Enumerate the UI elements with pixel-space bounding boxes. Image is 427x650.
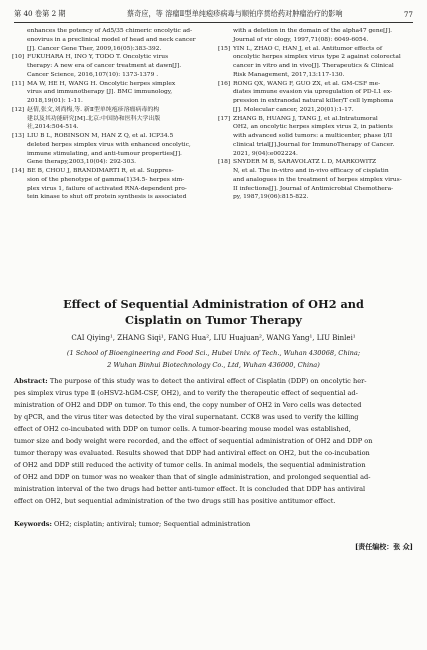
reference-line (12, 106, 209, 115)
affiliation-line: (1 School of Bioengineering and Food Sci., Hubei Univ. of Tech., Wuhan 430068, China; (66, 349, 361, 357)
abstract-text: tumor size and body weight were recorded, and the effect of sequential administration of OH2 and DDP on (14, 437, 373, 445)
reference-text: 建以及其功能研究[M].北京:中国协和医科大学出版 (27, 114, 161, 122)
reference-line (12, 115, 209, 124)
abstract-label: Abstract: (14, 377, 48, 385)
abstract-line (14, 375, 413, 387)
reference-number: [16] (218, 79, 231, 87)
reference-line (12, 71, 209, 80)
reference-entry (218, 27, 415, 45)
reference-text: YIN L, ZHAO C, HAN J, et al. Antitumor effects of (233, 44, 383, 52)
reference-text: py, 1987,19(06):815-822. (233, 193, 309, 201)
journal-volume: 第 40 卷第 2 期 (14, 9, 66, 18)
reference-text: 2018,19(01): 1-11. (27, 97, 83, 104)
reference-line (218, 167, 415, 176)
reference-text: OH2, an oncolytic herpes simplex virus 2, in patients (233, 123, 393, 131)
abstract-text: effect on OH2, but sequential administration of the two drugs still has positive antitumor effect. (14, 497, 336, 505)
abstract-line (14, 399, 413, 411)
reference-text: MA W, HE H, WANG H. Oncolytic herpes simplex (27, 79, 176, 87)
reference-text: 社,2014:504-514. (27, 123, 79, 131)
reference-line (12, 158, 209, 167)
reference-line (218, 71, 415, 80)
reference-entry (12, 167, 209, 202)
reference-number: [10] (12, 53, 25, 61)
abstract-line (14, 435, 413, 447)
abstract-line (14, 459, 413, 471)
reference-line (218, 97, 415, 106)
reference-line (12, 62, 209, 71)
reference-text: [J]. Cancer Gene Ther, 2009,16(05):383-392. (27, 44, 162, 52)
reference-text: RONG QX, WANG F, GUO ZX, et al. GM-CSF me- (233, 79, 381, 87)
reference-text: sion of the phenotype of gamma(1)34.5- herpes sim- (27, 175, 185, 183)
abstract-line (14, 387, 413, 399)
reference-entry (218, 158, 415, 202)
abstract (14, 375, 413, 507)
abstract-line (14, 423, 413, 435)
reference-line (218, 150, 415, 159)
reference-number: [17] (218, 114, 231, 122)
reference-line (218, 62, 415, 71)
abstract-text: effect of OH2 co-incubated with DDP on tumor cells. A tumor-bearing mouse model was established, (14, 425, 351, 433)
abstract-text: tumor therapy was evaluated. Results showed that DDP had antiviral effect on OH2, but the co-incubation (14, 449, 370, 457)
reference-text: plex virus 1, failure of activated RNA-dependent pro- (27, 184, 187, 192)
affiliations (0, 347, 427, 371)
reference-text: cancer in vitro and in vivo[J]. Therapeutics & Clinical (233, 62, 394, 69)
reference-line (12, 88, 209, 97)
reference-line (12, 36, 209, 45)
reference-number: [12] (12, 105, 25, 113)
reference-number: [15] (218, 44, 231, 52)
reference-text: tein kinase to shut off protein synthesis is associated (27, 193, 187, 201)
reference-text: LIU B L, ROBINSON M, HAN Z Q, et al. ICP34.5 (27, 132, 174, 139)
running-title: 蔡奇应，等 溶瘤Ⅱ型单纯疱疹病毒与顺铂序贯给药对肿瘤治疗的影响 (126, 9, 343, 18)
keywords (14, 520, 250, 528)
reference-text: FUKUHARA H, INO Y, TODO T. Oncolytic virus (27, 53, 169, 61)
reference-line (12, 150, 209, 159)
reference-entry (218, 80, 415, 115)
reference-text: N, et al. The in-vitro and in-vivo efficacy of cisplatin (233, 167, 389, 174)
reference-line (218, 193, 415, 202)
header-rule (14, 22, 413, 23)
reference-text: II infections[J]. Journal of Antimicrobial Chemothera- (233, 184, 394, 192)
title-line: Effect of Sequential Administration of OH2 and (63, 297, 364, 311)
reference-entry (12, 106, 209, 132)
reference-line (12, 45, 209, 54)
reference-text: oncolytic herpes simplex virus type 2 against colorectal (233, 53, 401, 61)
reference-line (12, 193, 209, 202)
reference-text: with advanced solid tumors: a multicenter, phase I/II (233, 132, 393, 139)
abstract-text: pes simplex virus type Ⅱ (oHSV2-hGM-CSF, OH2), and to verify the therapeutic effect of sequential ad- (14, 389, 358, 397)
reference-line (12, 132, 209, 141)
reference-line (12, 176, 209, 185)
reference-text: [J]. Molecular cancer, 2021,20(01):1-17. (233, 105, 354, 113)
abstract-line (14, 495, 413, 507)
reference-text: ZHANG B, HUANG J, TANG J, et al.Intratumoral (233, 114, 378, 122)
editor-note: [责任编校：张 众] (354, 542, 413, 551)
abstract-text: by qPCR, and the virus titer was detected by the viral supernatant. CCK8 was used to verify the killing (14, 413, 359, 421)
reference-text: therapy: A new era of cancer treatment at dawn[J]. (27, 62, 182, 69)
keywords-label: Keywords: (14, 520, 52, 528)
reference-line (218, 53, 415, 62)
affiliation-line: 2 Wuhan Binhui Biotechnology Co., Ltd, Wuhan 436000, China) (107, 361, 320, 369)
reference-line (12, 53, 209, 62)
reference-line (218, 80, 415, 89)
reference-line (218, 106, 415, 115)
reference-text: 2021, 9(04):e002224. (233, 149, 298, 157)
reference-number: [13] (12, 132, 25, 139)
reference-line (218, 45, 415, 54)
reference-line (12, 27, 209, 36)
reference-line (218, 123, 415, 132)
reference-text: Cancer Science, 2016,107(10): 1373-1379 . (27, 70, 159, 78)
reference-line (12, 80, 209, 89)
reference-text: Journal of vir ology, 1997,71(08): 6049-6054. (233, 35, 369, 43)
reference-line (218, 158, 415, 167)
reference-text: with a deletion in the domain of the alpha47 gene[J]. (233, 27, 393, 34)
abstract-text: The purpose of this study was to detect the antiviral effect of Cisplatin (DDP) on oncolytic her- (47, 377, 367, 385)
reference-line (218, 132, 415, 141)
reference-line (218, 36, 415, 45)
reference-line (218, 141, 415, 150)
reference-number: [11] (12, 79, 25, 87)
reference-number: [14] (12, 167, 25, 174)
reference-line (12, 141, 209, 150)
reference-text: clinical trial[J].Journal for ImmunoTherapy of Cancer. (233, 140, 395, 148)
running-header (14, 6, 413, 22)
keywords-text: OH2; cisplatin; antiviral; tumor; Sequential administration (51, 520, 251, 528)
reference-column-right (218, 27, 415, 282)
reference-text: BE B, CHOU J, BRANDIMARTI R, et al. Suppres- (27, 167, 174, 174)
reference-text: SNYDER M B, SARAVOLATZ L D, MARKOWITZ (233, 158, 377, 166)
reference-line (218, 115, 415, 124)
reference-text: virus and immunotherapy [J]. BMC immunology, (27, 88, 173, 96)
reference-text: enhances the potency of Ad5/35 chimeric oncolytic ad- (27, 27, 193, 34)
reference-text: and analogues in the treatment of herpes simplex virus- (233, 175, 402, 183)
abstract-text: ministration interval of the two drugs had better anti-tumor effect. It is concluded that DDP has antiviral (14, 485, 366, 493)
reference-text: diates immune evasion via upregulation of PD-L1 ex- (233, 88, 393, 96)
reference-entry (12, 80, 209, 106)
reference-line (12, 97, 209, 106)
reference-text: Gene therapy,2003,10(04): 292-303. (27, 158, 137, 166)
page-number: 77 (403, 9, 413, 19)
reference-text: 赵倩,张文,刘尚梅,等. 新Ⅱ型单纯疱疹溶瘤病毒的构 (27, 105, 160, 113)
reference-entry (218, 45, 415, 80)
reference-entry (218, 115, 415, 159)
abstract-line (14, 483, 413, 495)
reference-text: immune stimulating, and anti-tumour properties[J]. (27, 149, 182, 157)
abstract-text: of OH2 and DDP on tumor was no weaker than that of single administration, and prolonged sequential ad- (14, 473, 371, 481)
abstract-text: of OH2 and DDP still reduced the activity of tumor cells. In animal models, the sequential administration (14, 461, 366, 469)
abstract-line (14, 471, 413, 483)
reference-line (218, 176, 415, 185)
reference-line (12, 185, 209, 194)
reference-entry (12, 53, 209, 79)
reference-columns (12, 27, 415, 282)
reference-number: [18] (218, 158, 231, 166)
reference-entry (12, 132, 209, 167)
reference-text: enovirus in a preclinical model of head and neck cancer (27, 35, 196, 43)
abstract-line (14, 411, 413, 423)
abstract-line (14, 447, 413, 459)
reference-line (218, 27, 415, 36)
reference-line (12, 167, 209, 176)
reference-line (218, 185, 415, 194)
paper-title (0, 296, 427, 328)
reference-text: deleted herpes simplex virus with enhanced oncolytic, (27, 140, 191, 148)
reference-text: pression in extranodal natural killer/T cell lymphoma (233, 97, 394, 104)
reference-column-left (12, 27, 209, 282)
reference-line (12, 123, 209, 132)
reference-line (218, 88, 415, 97)
author-list: CAI Qiying¹, ZHANG Siqi¹, FANG Hua², LIU Huajuan², WANG Yang¹, LIU Binlei¹ (71, 334, 356, 342)
reference-text: Risk Management, 2017,13:117-130. (233, 70, 345, 78)
title-line: Cisplatin on Tumor Therapy (125, 313, 302, 327)
reference-entry (12, 27, 209, 53)
abstract-text: ministration of OH2 and DDP on tumor. To this end, the copy number of OH2 in Vero cells was detected (14, 401, 362, 409)
